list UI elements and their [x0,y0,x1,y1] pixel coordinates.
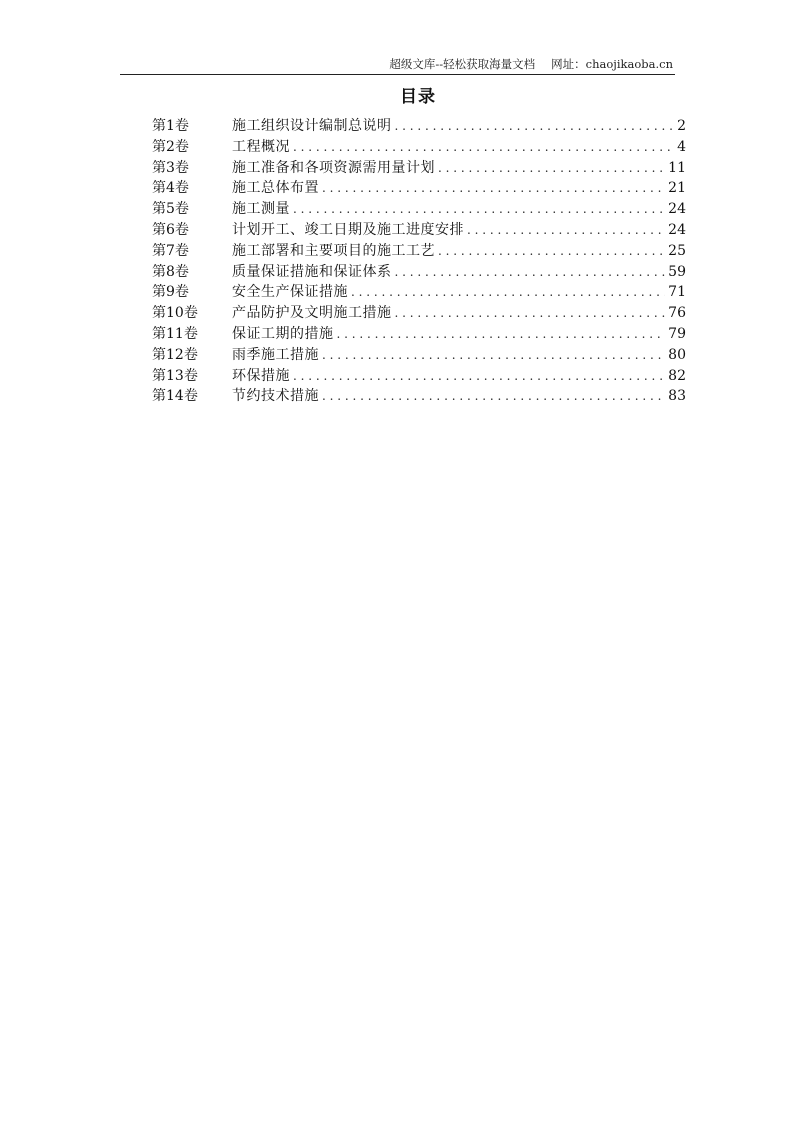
toc-entry-title: 环保措施 [232,367,290,384]
toc-entry[interactable] [152,282,686,303]
toc-entry[interactable] [152,262,686,283]
toc-page-number: 80 [668,346,686,363]
toc-dot-leader [293,199,665,220]
toc-page-number: 24 [668,221,686,238]
table-of-contents [152,116,686,407]
toc-dot-leader [395,262,666,283]
page-title: 目录 [400,87,436,107]
toc-entry-title: 施工组织设计编制总说明 [232,118,392,134]
toc-dot-leader [322,386,665,407]
toc-dot-leader [467,220,665,241]
toc-entry[interactable] [152,158,686,179]
toc-entry-title: 节约技术措施 [232,388,319,405]
toc-volume-number: 第11卷 [152,325,198,342]
toc-volume-number: 第10卷 [152,305,198,322]
header-site-slogan: 超级文库--轻松获取海量文档 [389,57,536,71]
toc-page-number: 71 [668,284,686,301]
toc-volume-number: 第9卷 [152,284,189,301]
toc-dot-leader [322,345,665,366]
toc-entry[interactable] [152,241,686,262]
toc-entry[interactable] [152,303,686,324]
toc-page-number: 82 [668,367,686,384]
toc-entry[interactable] [152,220,686,241]
toc-dot-leader [351,282,665,303]
toc-dot-leader [395,303,666,324]
toc-volume-number: 第14卷 [152,388,198,405]
toc-page-number: 4 [677,138,686,155]
toc-entry-title: 施工测量 [232,201,290,218]
toc-page-number: 79 [668,325,686,342]
toc-dot-leader [438,241,665,262]
toc-dot-leader [395,116,675,137]
toc-page-number: 2 [677,118,686,134]
toc-page-number: 24 [668,201,686,218]
toc-entry[interactable] [152,178,686,199]
toc-entry-title: 计划开工、竣工日期及施工进度安排 [232,221,464,238]
toc-dot-leader [322,178,665,199]
toc-entry-title: 保证工期的措施 [232,325,334,342]
toc-entry[interactable] [152,199,686,220]
toc-entry-title: 雨季施工措施 [232,346,319,363]
toc-dot-leader [293,137,674,158]
toc-entry-title: 产品防护及文明施工措施 [232,305,392,322]
toc-entry-title: 工程概况 [232,138,290,155]
toc-entry-title: 安全生产保证措施 [232,284,348,301]
toc-entry[interactable] [152,324,686,345]
toc-volume-number: 第12卷 [152,346,198,363]
toc-volume-number: 第5卷 [152,201,189,218]
toc-dot-leader [293,366,665,387]
toc-volume-number: 第8卷 [152,263,189,280]
toc-volume-number: 第7卷 [152,242,189,259]
toc-volume-number: 第3卷 [152,159,189,176]
toc-page-number: 25 [668,242,686,259]
header-text [389,56,673,72]
toc-entry[interactable] [152,386,686,407]
toc-entry-title: 施工总体布置 [232,180,319,197]
toc-entry[interactable] [152,345,686,366]
header-website: 网址：chaojikaoba.cn [551,57,673,71]
toc-volume-number: 第1卷 [152,118,189,134]
toc-page-number: 21 [668,180,686,197]
toc-volume-number: 第13卷 [152,367,198,384]
toc-page-number: 11 [668,159,686,176]
toc-dot-leader [438,158,665,179]
toc-entry[interactable] [152,116,686,137]
toc-entry[interactable] [152,137,686,158]
toc-page-number: 59 [668,263,686,280]
toc-dot-leader [337,324,666,345]
toc-page-number: 83 [668,388,686,405]
toc-volume-number: 第2卷 [152,138,189,155]
toc-page-number: 76 [668,305,686,322]
toc-entry[interactable] [152,366,686,387]
toc-entry-title: 施工准备和各项资源需用量计划 [232,159,435,176]
toc-entry-title: 施工部署和主要项目的施工工艺 [232,242,435,259]
toc-volume-number: 第6卷 [152,221,189,238]
toc-entry-title: 质量保证措施和保证体系 [232,263,392,280]
page-header [120,56,675,75]
toc-volume-number: 第4卷 [152,180,189,197]
